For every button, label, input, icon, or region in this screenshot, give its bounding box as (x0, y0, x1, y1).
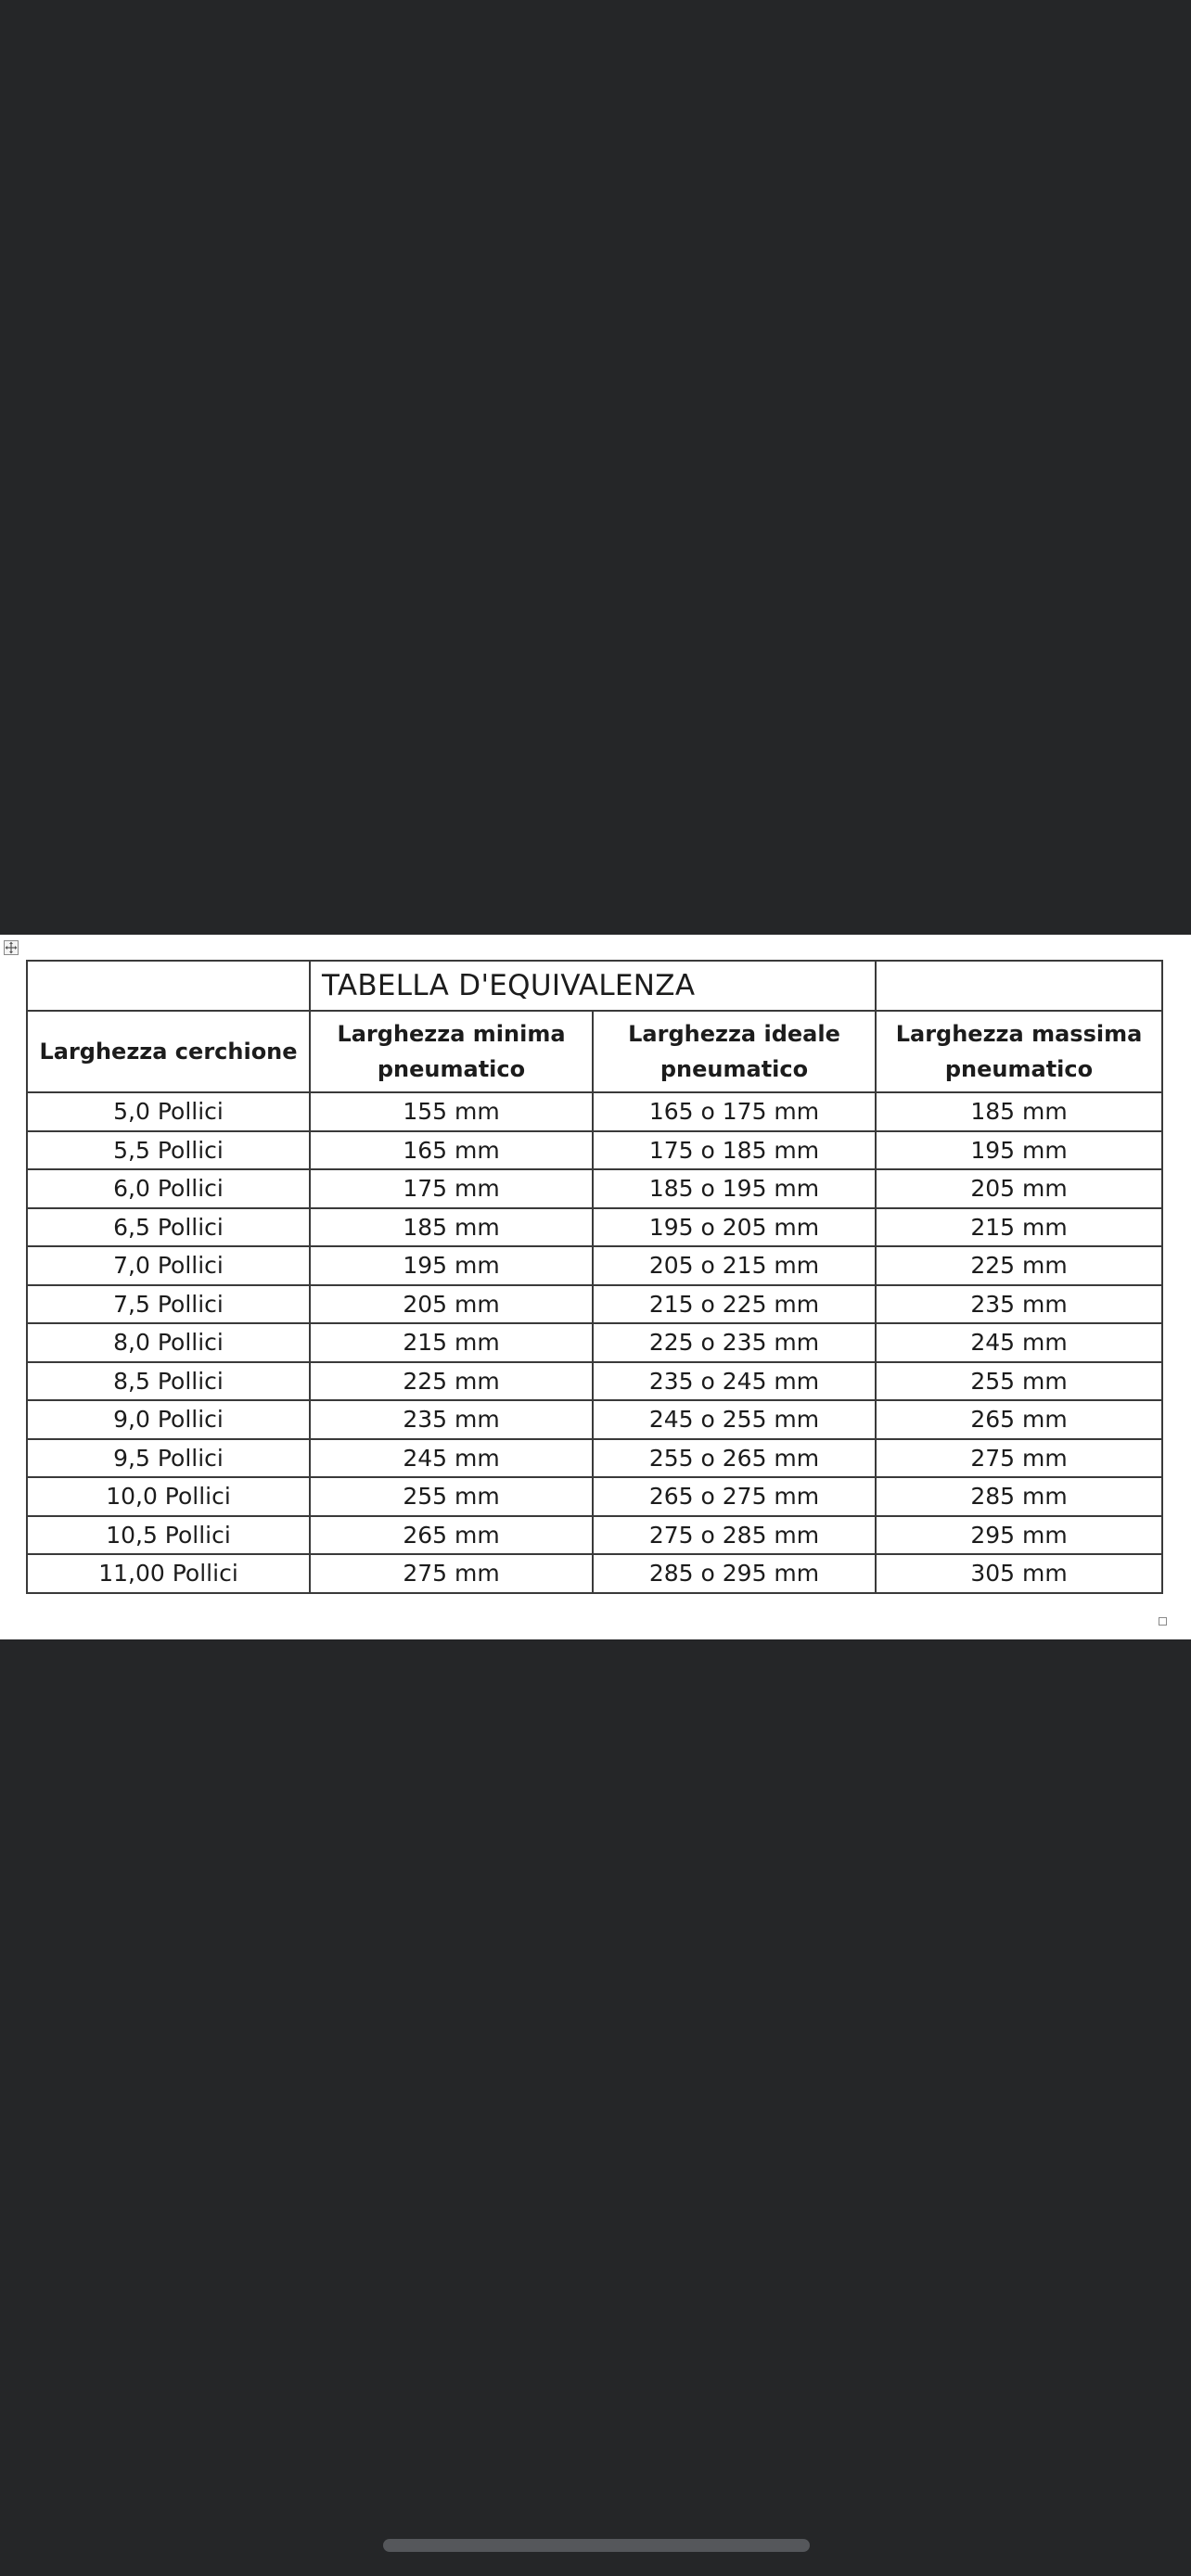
cell-rim-width: 11,00 Pollici (27, 1554, 310, 1593)
cell-rim-width: 9,5 Pollici (27, 1439, 310, 1478)
cell-min-tire-width: 155 mm (310, 1092, 593, 1131)
cell-rim-width: 8,0 Pollici (27, 1323, 310, 1362)
header-min-tire-width (310, 1011, 593, 1092)
table-row (27, 1092, 1162, 1131)
cell-ideal-tire-width: 285 o 295 mm (593, 1554, 876, 1593)
table-row (27, 1362, 1162, 1401)
cell-rim-width: 5,0 Pollici (27, 1092, 310, 1131)
cell-min-tire-width: 195 mm (310, 1246, 593, 1285)
cell-rim-width: 8,5 Pollici (27, 1362, 310, 1401)
cell-rim-width: 10,5 Pollici (27, 1516, 310, 1555)
cell-ideal-tire-width: 175 o 185 mm (593, 1131, 876, 1170)
table-row (27, 1554, 1162, 1593)
cell-min-tire-width: 175 mm (310, 1169, 593, 1208)
home-indicator[interactable] (383, 2539, 810, 2552)
cell-rim-width: 10,0 Pollici (27, 1477, 310, 1516)
header-label: Larghezza minima (337, 1021, 566, 1047)
cell-ideal-tire-width: 245 o 255 mm (593, 1400, 876, 1439)
cell-min-tire-width: 165 mm (310, 1131, 593, 1170)
cell-ideal-tire-width: 275 o 285 mm (593, 1516, 876, 1555)
title-empty-cell (876, 961, 1162, 1011)
table-title: TABELLA D'EQUIVALENZA (310, 961, 876, 1011)
cell-max-tire-width: 275 mm (876, 1439, 1162, 1478)
table-row (27, 1516, 1162, 1555)
table-row (27, 1169, 1162, 1208)
cell-rim-width: 5,5 Pollici (27, 1131, 310, 1170)
cell-ideal-tire-width: 215 o 225 mm (593, 1285, 876, 1324)
header-label: Larghezza ideale (628, 1021, 840, 1047)
cell-rim-width: 6,5 Pollici (27, 1208, 310, 1247)
header-label: pneumatico (660, 1056, 809, 1082)
cell-min-tire-width: 245 mm (310, 1439, 593, 1478)
cell-max-tire-width: 305 mm (876, 1554, 1162, 1593)
cell-max-tire-width: 255 mm (876, 1362, 1162, 1401)
table-row (27, 1477, 1162, 1516)
header-rim-width (27, 1011, 310, 1092)
cell-min-tire-width: 235 mm (310, 1400, 593, 1439)
table-row (27, 1439, 1162, 1478)
cell-min-tire-width: 265 mm (310, 1516, 593, 1555)
header-max-tire-width (876, 1011, 1162, 1092)
cell-rim-width: 7,0 Pollici (27, 1246, 310, 1285)
cell-max-tire-width: 295 mm (876, 1516, 1162, 1555)
cell-min-tire-width: 205 mm (310, 1285, 593, 1324)
header-label: Larghezza cerchione (39, 1039, 298, 1065)
title-row (27, 961, 1162, 1011)
cell-ideal-tire-width: 185 o 195 mm (593, 1169, 876, 1208)
title-empty-cell (27, 961, 310, 1011)
cell-max-tire-width: 285 mm (876, 1477, 1162, 1516)
cell-ideal-tire-width: 255 o 265 mm (593, 1439, 876, 1478)
cell-max-tire-width: 195 mm (876, 1131, 1162, 1170)
cell-ideal-tire-width: 165 o 175 mm (593, 1092, 876, 1131)
table-row (27, 1285, 1162, 1324)
cell-rim-width: 9,0 Pollici (27, 1400, 310, 1439)
table-row (27, 1323, 1162, 1362)
cell-min-tire-width: 185 mm (310, 1208, 593, 1247)
cell-ideal-tire-width: 225 o 235 mm (593, 1323, 876, 1362)
header-label: pneumatico (377, 1056, 526, 1082)
cell-max-tire-width: 225 mm (876, 1246, 1162, 1285)
cell-max-tire-width: 265 mm (876, 1400, 1162, 1439)
document-image[interactable] (0, 935, 1191, 1639)
cell-rim-width: 6,0 Pollici (27, 1169, 310, 1208)
cell-ideal-tire-width: 205 o 215 mm (593, 1246, 876, 1285)
table-row (27, 1208, 1162, 1247)
cell-rim-width: 7,5 Pollici (27, 1285, 310, 1324)
header-label: pneumatico (944, 1056, 1094, 1082)
cell-max-tire-width: 215 mm (876, 1208, 1162, 1247)
cell-min-tire-width: 225 mm (310, 1362, 593, 1401)
cell-max-tire-width: 235 mm (876, 1285, 1162, 1324)
cell-min-tire-width: 215 mm (310, 1323, 593, 1362)
table-row (27, 1131, 1162, 1170)
table-row (27, 1246, 1162, 1285)
move-handle-icon[interactable] (4, 940, 19, 955)
header-ideal-tire-width (593, 1011, 876, 1092)
cell-min-tire-width: 255 mm (310, 1477, 593, 1516)
cell-max-tire-width: 185 mm (876, 1092, 1162, 1131)
cell-max-tire-width: 205 mm (876, 1169, 1162, 1208)
cell-ideal-tire-width: 195 o 205 mm (593, 1208, 876, 1247)
header-row (27, 1011, 1162, 1092)
cell-ideal-tire-width: 235 o 245 mm (593, 1362, 876, 1401)
cell-max-tire-width: 245 mm (876, 1323, 1162, 1362)
cell-ideal-tire-width: 265 o 275 mm (593, 1477, 876, 1516)
header-label: Larghezza massima (895, 1021, 1143, 1047)
resize-handle-icon[interactable] (1159, 1617, 1167, 1626)
cell-min-tire-width: 275 mm (310, 1554, 593, 1593)
table-row (27, 1400, 1162, 1439)
equivalence-table (26, 960, 1163, 1594)
